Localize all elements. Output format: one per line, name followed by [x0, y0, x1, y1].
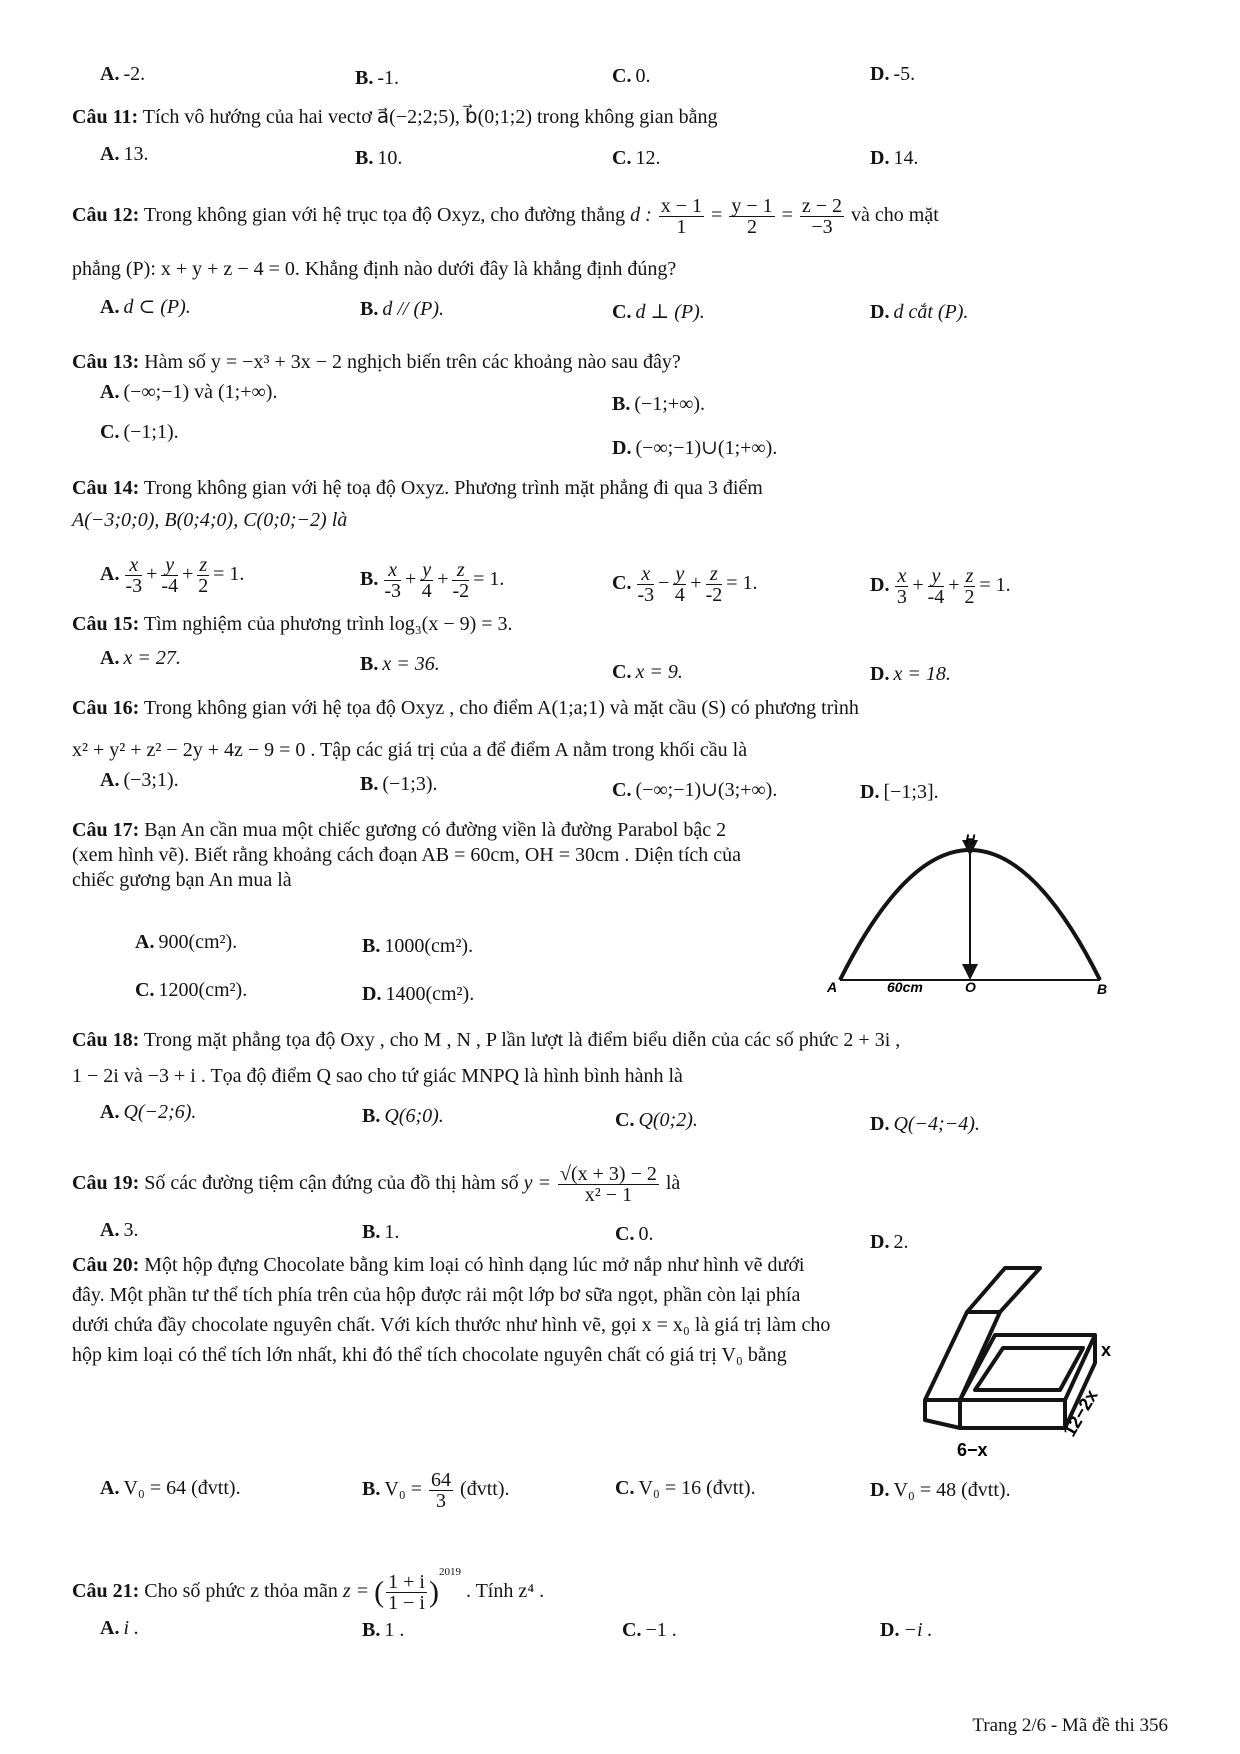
label-o: O [965, 979, 976, 995]
q14-a-fraction: $\frac{x}{-3}$ [125, 554, 143, 597]
q10-option-a: A. -2. [100, 63, 146, 85]
label-x: x [1101, 1340, 1112, 1360]
q20-option-b: B. V₀ = $\frac{64}{3}$ (đvtt). [362, 1469, 510, 1512]
q21-stem: Câu 21: Cho số phức z thỏa mãn z = ( $\frac{1 + i}{1 - i}$ )$^{2019}$ . Tính z⁴ . [72, 1566, 545, 1614]
q17-option-a: A. 900(cm²). [135, 931, 238, 953]
q19-option-b: B. 1. [362, 1221, 400, 1243]
label-side: 12−2x [1059, 1386, 1102, 1440]
q15-stem: Câu 15: Tìm nghiệm của phương trình log₃(x − 9) = 3. [72, 613, 513, 635]
q14-b-op: + [405, 568, 417, 591]
parabola-figure [825, 820, 1130, 1010]
q11-option-a: A. 13. [100, 143, 149, 165]
q14-b-fraction: $\frac{y}{4}$ [421, 559, 432, 602]
q14-d-op: + [948, 574, 960, 597]
label-len: 60cm [887, 979, 923, 995]
q13-option-c: C. (−1;1). [100, 421, 179, 443]
q19-stem: Câu 19: Số các đường tiệm cận đứng của đồ thị hàm số y = $\frac{√(x + 3) - 2}{\text{x² − 1}}$ là [72, 1163, 681, 1206]
q14-d-op: + [912, 574, 924, 597]
q16-stem-line2: x² + y² + z² − 2y + 4z − 9 = 0 . Tập các giá trị của a để điểm A nằm trong khối cầu là [72, 739, 748, 761]
q14-a-fraction: $\frac{y}{-4}$ [161, 554, 179, 597]
q17-stem: Câu 17: Bạn An cần mua một chiếc gương có đường viền là đường Parabol bậc 2 (xem hình vẽ). Biết rằng khoảng cách đoạn AB = 60cm, OH = 30cm . Diện tích của chiếc gương bạn An mua là [72, 819, 742, 891]
q15-option-b: B. x = 36. [360, 653, 440, 675]
q20-option-a: A. V₀ = 64 (đvtt). [100, 1477, 241, 1499]
q17-option-d: D. 1400(cm²). [362, 983, 475, 1005]
q21-option-a: A. i . [100, 1617, 140, 1639]
q14-c-op: − [658, 572, 670, 595]
q18-option-b: B. Q(6;0). [362, 1105, 444, 1127]
q14-option-d: D. $\frac{x}{3}$ + $\frac{y}{-4}$ + $\frac{z}{2}$ = 1. [870, 565, 1011, 608]
q17-option-b: B. 1000(cm²). [362, 935, 474, 957]
label-a: A [827, 979, 838, 995]
q14-b-fraction: $\frac{x}{-3}$ [384, 559, 402, 602]
q13-option-d: D. (−∞;−1)∪(1;+∞). [612, 437, 778, 459]
q14-c-fraction: $\frac{x}{-3}$ [637, 563, 655, 606]
q10-option-c: C. 0. [612, 65, 651, 87]
q21-option-b: B. 1 . [362, 1619, 405, 1641]
q16-option-c: C. (−∞;−1)∪(3;+∞). [612, 779, 778, 801]
page-footer: Trang 2/6 - Mã đề thi 356 [972, 1715, 1168, 1736]
q18-stem: Câu 18: Trong mặt phẳng tọa độ Oxy , cho M , N , P lần lượt là điểm biểu diễn của các số phức 2 + 3i , [72, 1029, 901, 1051]
q15-option-d: D. x = 18. [870, 663, 951, 685]
q19-option-a: A. 3. [100, 1219, 139, 1241]
q11-stem: Câu 11: Tích vô hướng của hai vectơ a⃗(−2;2;5), b⃗(0;1;2) trong không gian bằng [72, 106, 718, 128]
q14-d-fraction: $\frac{z}{2}$ [964, 565, 975, 608]
q12-frac-x: $\frac{x - 1}{1}$ [660, 195, 703, 238]
label-h: H [965, 831, 976, 847]
q10-option-d: D. -5. [870, 63, 916, 85]
q12-option-c: C. d ⊥ (P). [612, 301, 705, 323]
q14-b-fraction: $\frac{z}{-2}$ [452, 559, 470, 602]
q12-stem: Câu 12: Trong không gian với hệ trục tọa độ Oxyz, cho đường thẳng d : $\frac{x - 1}{1}$ = $\frac{y - 1}{2}$ = $\frac{z - 2}{-3}$ và cho mặt [72, 195, 939, 238]
box-lid-back [967, 1268, 1040, 1312]
q16-option-b: B. (−1;3). [360, 773, 438, 795]
q14-a-op: + [146, 563, 158, 586]
q16-stem: Câu 16: Trong không gian với hệ tọa độ Oxyz , cho điểm A(1;a;1) và mặt cầu (S) có phương trình [72, 697, 859, 719]
q12-option-a: A. d ⊂ (P). [100, 296, 191, 318]
q12-frac-y: $\frac{y - 1}{2}$ [731, 195, 773, 238]
label-b: B [1097, 981, 1108, 997]
q14-stem-line2: A(−3;0;0), B(0;4;0), C(0;0;−2) là [72, 509, 348, 531]
q14-option-c: C. $\frac{x}{-3}$ − $\frac{y}{4}$ + $\frac{z}{-2}$ = 1. [612, 563, 758, 606]
q14-option-a: A. $\frac{x}{-3}$ + $\frac{y}{-4}$ + $\frac{z}{2}$ = 1. [100, 554, 245, 597]
q12-option-b: B. d // (P). [360, 298, 444, 320]
q14-d-fraction: $\frac{x}{3}$ [896, 565, 907, 608]
q14-a-op: + [182, 563, 194, 586]
label-bottom: 6−x [957, 1440, 988, 1460]
q14-c-op: + [690, 572, 702, 595]
q11-option-c: C. 12. [612, 147, 661, 169]
q14-c-fraction: $\frac{y}{4}$ [674, 563, 685, 606]
box-left-wall [925, 1400, 960, 1428]
q13-option-a: A. (−∞;−1) và (1;+∞). [100, 381, 278, 403]
q20-stem: Câu 20: Một hộp đựng Chocolate bằng kim loại có hình dạng lúc mở nắp như hình vẽ dưới đây. Một phần tư thể tích phía trên của hộp được rải một lớp bơ sữa ngọt, phần còn lại phía dưới chứa đầy chocolate nguyên chất. Với kích thước như hình vẽ, gọi x = x₀ là giá trị làm cho hộp kim loại có thể tích lớn nhất, khi đó thể tích chocolate nguyên chất có giá trị V₀ bằng [72, 1254, 831, 1366]
q19-option-d: D. 2. [870, 1231, 909, 1253]
q17-option-c: C. 1200(cm²). [135, 979, 248, 1001]
box-lid-front [925, 1312, 1000, 1400]
q11-option-b: B. 10. [355, 147, 403, 169]
q14-d-fraction: $\frac{y}{-4}$ [927, 565, 945, 608]
q12-stem-line2: phẳng (P): x + y + z − 4 = 0. Khẳng định nào dưới đây là khẳng định đúng? [72, 258, 677, 280]
q12-frac-z: $\frac{z - 2}{-3}$ [801, 195, 843, 238]
q10-option-b: B. -1. [355, 67, 400, 89]
q21-fraction: $\frac{1 + i}{1 - i}$ [388, 1570, 425, 1614]
q11-option-d: D. 14. [870, 147, 919, 169]
q15-option-a: A. x = 27. [100, 647, 181, 669]
q20-option-c: C. V₀ = 16 (đvtt). [615, 1477, 756, 1499]
q14-a-fraction: $\frac{z}{2}$ [198, 554, 209, 597]
q16-option-a: A. (−3;1). [100, 769, 179, 791]
q14-a-op: = 1. [213, 563, 245, 586]
q21-option-d: D. −i . [880, 1619, 933, 1641]
q16-option-d: D. [−1;3]. [860, 781, 939, 803]
q14-d-op: = 1. [979, 574, 1011, 597]
box-front-face [960, 1400, 1065, 1428]
q14-stem: Câu 14: Trong không gian với hệ toạ độ Oxyz. Phương trình mặt phẳng đi qua 3 điểm [72, 477, 763, 499]
chocolate-box-figure [905, 1260, 1130, 1460]
q12-option-d: D. d cắt (P). [870, 301, 969, 323]
q20-option-d: D. V₀ = 48 (đvtt). [870, 1479, 1011, 1501]
q14-c-fraction: $\frac{z}{-2}$ [705, 563, 723, 606]
q18-option-c: C. Q(0;2). [615, 1109, 698, 1131]
q19-option-c: C. 0. [615, 1223, 654, 1245]
q21-option-c: C. −1 . [622, 1619, 677, 1641]
q14-b-op: = 1. [473, 568, 505, 591]
q15-option-c: C. x = 9. [612, 661, 683, 683]
q14-b-op: + [437, 568, 449, 591]
q18-option-a: A. Q(−2;6). [100, 1101, 197, 1123]
q19-fraction: $\frac{√(x + 3) - 2}{\text{x² − 1}}$ [560, 1163, 657, 1206]
q18-option-d: D. Q(−4;−4). [870, 1113, 980, 1135]
box-inner [975, 1348, 1083, 1390]
q18-stem-line2: 1 − 2i và −3 + i . Tọa độ điểm Q sao cho tứ giác MNPQ là hình bình hành là [72, 1065, 683, 1087]
q14-c-op: = 1. [726, 572, 758, 595]
q13-option-b: B. (−1;+∞). [612, 393, 706, 415]
q14-option-b: B. $\frac{x}{-3}$ + $\frac{y}{4}$ + $\frac{z}{-2}$ = 1. [360, 559, 505, 602]
q13-stem: Câu 13: Hàm số y = −x³ + 3x − 2 nghịch biến trên các khoảng nào sau đây? [72, 351, 681, 373]
q20-b-fraction: $\frac{64}{3}$ [431, 1469, 452, 1512]
